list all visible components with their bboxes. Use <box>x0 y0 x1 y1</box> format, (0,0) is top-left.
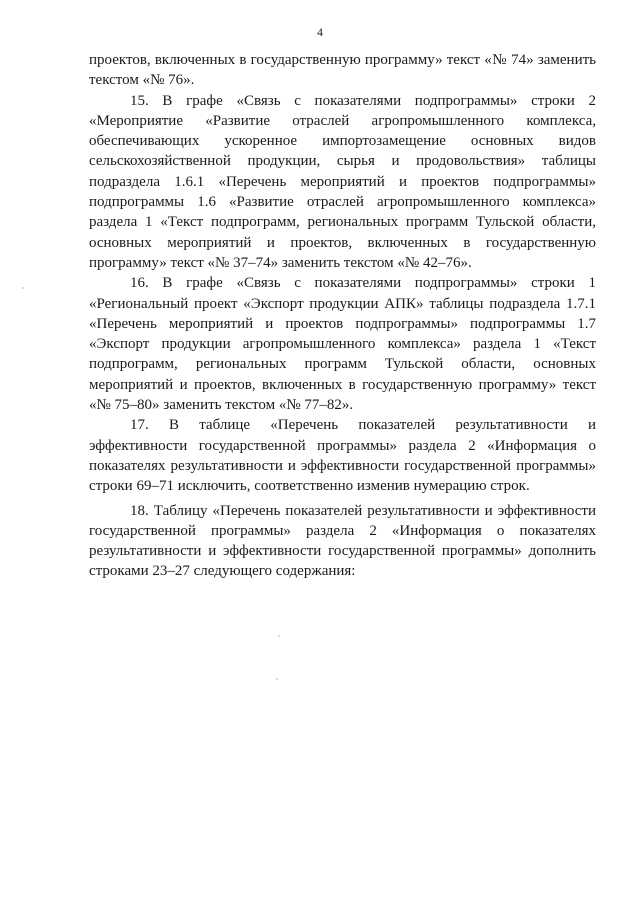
document-body <box>89 50 596 582</box>
paragraph-item-15: 15. В графе «Связь с показателями подпрограммы» строки 2 «Мероприятие «Развитие отраслей агропромышленного комплекса, обеспечивающих ускоренное импортозамещение основных видов сельскохозяйственной продукции, сырья и продовольствия» таблицы подраздела 1.6.1 «Перечень мероприятий и проектов подпрограммы» подпрограммы 1.6 «Развитие отраслей агропромышленного комплекса» раздела 1 «Текст подпрограмм, региональных программ Тульской области, основных мероприятий и проектов, включенных в государственную программу» текст «№ 37–74» заменить текстом «№ 42–76». <box>89 92 596 271</box>
scan-speck <box>278 635 280 637</box>
paragraph-item-18: 18. Таблицу «Перечень показателей результативности и эффективности государственной программы» раздела 2 «Информация о показателях результативности и эффективности государственной программы» дополнить строками 23–27 следующего содержания: <box>89 502 596 580</box>
scan-speck <box>276 678 278 680</box>
paragraph-continuation: проектов, включенных в государственную программу» текст «№ 74» заменить текстом «№ 76». <box>89 52 596 89</box>
paragraph-item-16: 16. В графе «Связь с показателями подпрограммы» строки 1 «Региональный проект «Экспорт продукции АПК» таблицы подраздела 1.7.1 «Перечень мероприятий и проектов подпрограммы» подпрограммы 1.7 «Экспорт продукции агропромышленного комплекса» раздела 1 «Текст подпрограмм, региональных программ Тульской области, основных мероприятий и проектов, включенных в государственную программу» текст «№ 75–80» заменить текстом «№ 77–82». <box>89 275 596 414</box>
paragraph-item-17: 17. В таблице «Перечень показателей результативности и эффективности государственной программы» раздела 2 «Информация о показателях результативности и эффективности государственной программы» строки 69–71 исключить, соответственно изменив нумерацию строк. <box>89 417 596 495</box>
scan-speck <box>22 287 24 289</box>
page-number: 4 <box>317 25 323 39</box>
